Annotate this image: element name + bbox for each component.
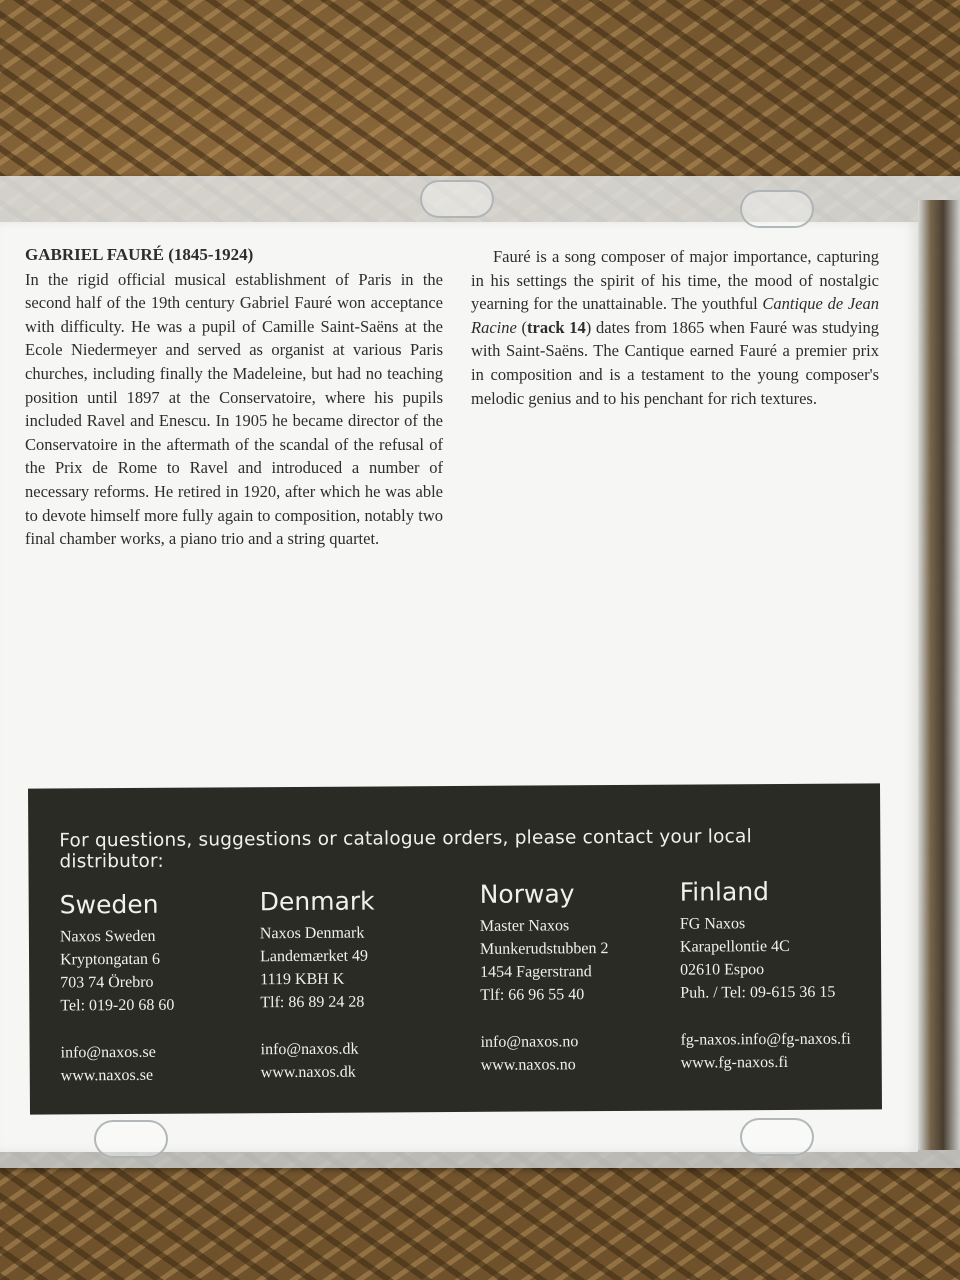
website-address: www.naxos.no	[480, 1056, 576, 1074]
woven-mat-background-top	[0, 0, 960, 190]
email-address: info@naxos.se	[60, 1043, 156, 1062]
case-clip-bottom-right	[740, 1118, 814, 1156]
company-name: Master Naxos	[479, 917, 570, 935]
phone-number: Puh. / Tel: 09-615 36 15	[680, 983, 836, 1002]
distributor-denmark	[260, 886, 461, 1084]
street-address: Munkerudstubben 2	[479, 940, 609, 958]
website-address: www.fg-naxos.fi	[680, 1053, 789, 1072]
work-notes-column-right	[471, 245, 879, 410]
case-clip-top-left	[420, 180, 494, 218]
notes-text-part3: ) dates from 1865 when Fauré was studying with Saint-Saëns. The Cantique earned Fauré a premier prix in composition and is a testament to the young composer's melodic genius and to his penchant for rich textures.	[471, 317, 879, 408]
work-title: Cantique de Jean Racine	[471, 294, 879, 337]
distributor-finland	[680, 876, 881, 1074]
case-clip-bottom-left	[94, 1120, 168, 1158]
composer-heading: GABRIEL FAURÉ (1845-1924)	[25, 245, 254, 264]
notes-text-part2: (	[516, 317, 528, 337]
country-name: Norway	[479, 879, 575, 909]
woven-mat-background-bottom	[0, 1158, 960, 1280]
distributor-panel	[28, 783, 882, 1114]
biography-paragraph: In the rigid official musical establishment of Paris in the second half of the 19th century Gabriel Fauré won acceptance with difficulty. He was a pupil of Camille Saint-Saëns at the Ecole Niedermeyer and served as organist at various Paris churches, including finally the Madeleine, but had no teaching position until 1897 at the Conservatoire, where his pupils included Ravel and Enescu. In 1905 he became director of the Conservatoire in the aftermath of the scandal of the refusal of the Prix de Rome to Ravel and introduced a number of necessary reforms. He retired in 1920, after which he was able to devote himself more fully again to composition, notably two final chamber works, a piano trio and a string quartet.	[25, 269, 443, 549]
company-name: Naxos Sweden	[59, 927, 156, 946]
cd-case-spine-edge	[918, 200, 960, 1150]
phone-number: Tel: 019-20 68 60	[60, 996, 175, 1015]
track-reference: track 14	[527, 317, 586, 337]
email-address: info@naxos.no	[480, 1033, 579, 1051]
street-address: Landemærket 49	[259, 947, 369, 966]
biography-column-left	[25, 243, 443, 551]
phone-number: Tlf: 86 89 24 28	[260, 993, 365, 1012]
company-name: FG Naxos	[679, 915, 746, 933]
company-name: Naxos Denmark	[259, 924, 365, 943]
country-name: Sweden	[59, 889, 159, 920]
country-name: Finland	[679, 877, 770, 907]
case-clip-top-right	[740, 190, 814, 228]
street-address: Kryptongatan 6	[60, 950, 161, 969]
email-address: info@naxos.dk	[260, 1040, 359, 1059]
country-name: Denmark	[259, 886, 375, 917]
distributor-norway	[480, 879, 681, 1077]
distributor-sweden	[60, 889, 261, 1087]
website-address: www.naxos.dk	[260, 1063, 356, 1082]
city-postcode: 703 74 Örebro	[60, 973, 154, 992]
email-address: fg-naxos.info@fg-naxos.fi	[680, 1030, 851, 1049]
city-postcode: 1119 KBH K	[260, 970, 345, 989]
notes-text-part1: Fauré is a song composer of major importance, capturing in his settings the spirit of his time, the mood of nostalgic yearning for the unattainable. The youthful	[471, 247, 879, 314]
city-postcode: 1454 Fagerstrand	[480, 963, 592, 981]
phone-number: Tlf: 66 96 55 40	[480, 986, 585, 1004]
distributor-heading: For questions, suggestions or catalogue orders, please contact your local distributor:	[59, 826, 752, 873]
street-address: Karapellontie 4C	[679, 937, 790, 956]
city-postcode: 02610 Espoo	[680, 961, 765, 979]
website-address: www.naxos.se	[60, 1066, 154, 1085]
